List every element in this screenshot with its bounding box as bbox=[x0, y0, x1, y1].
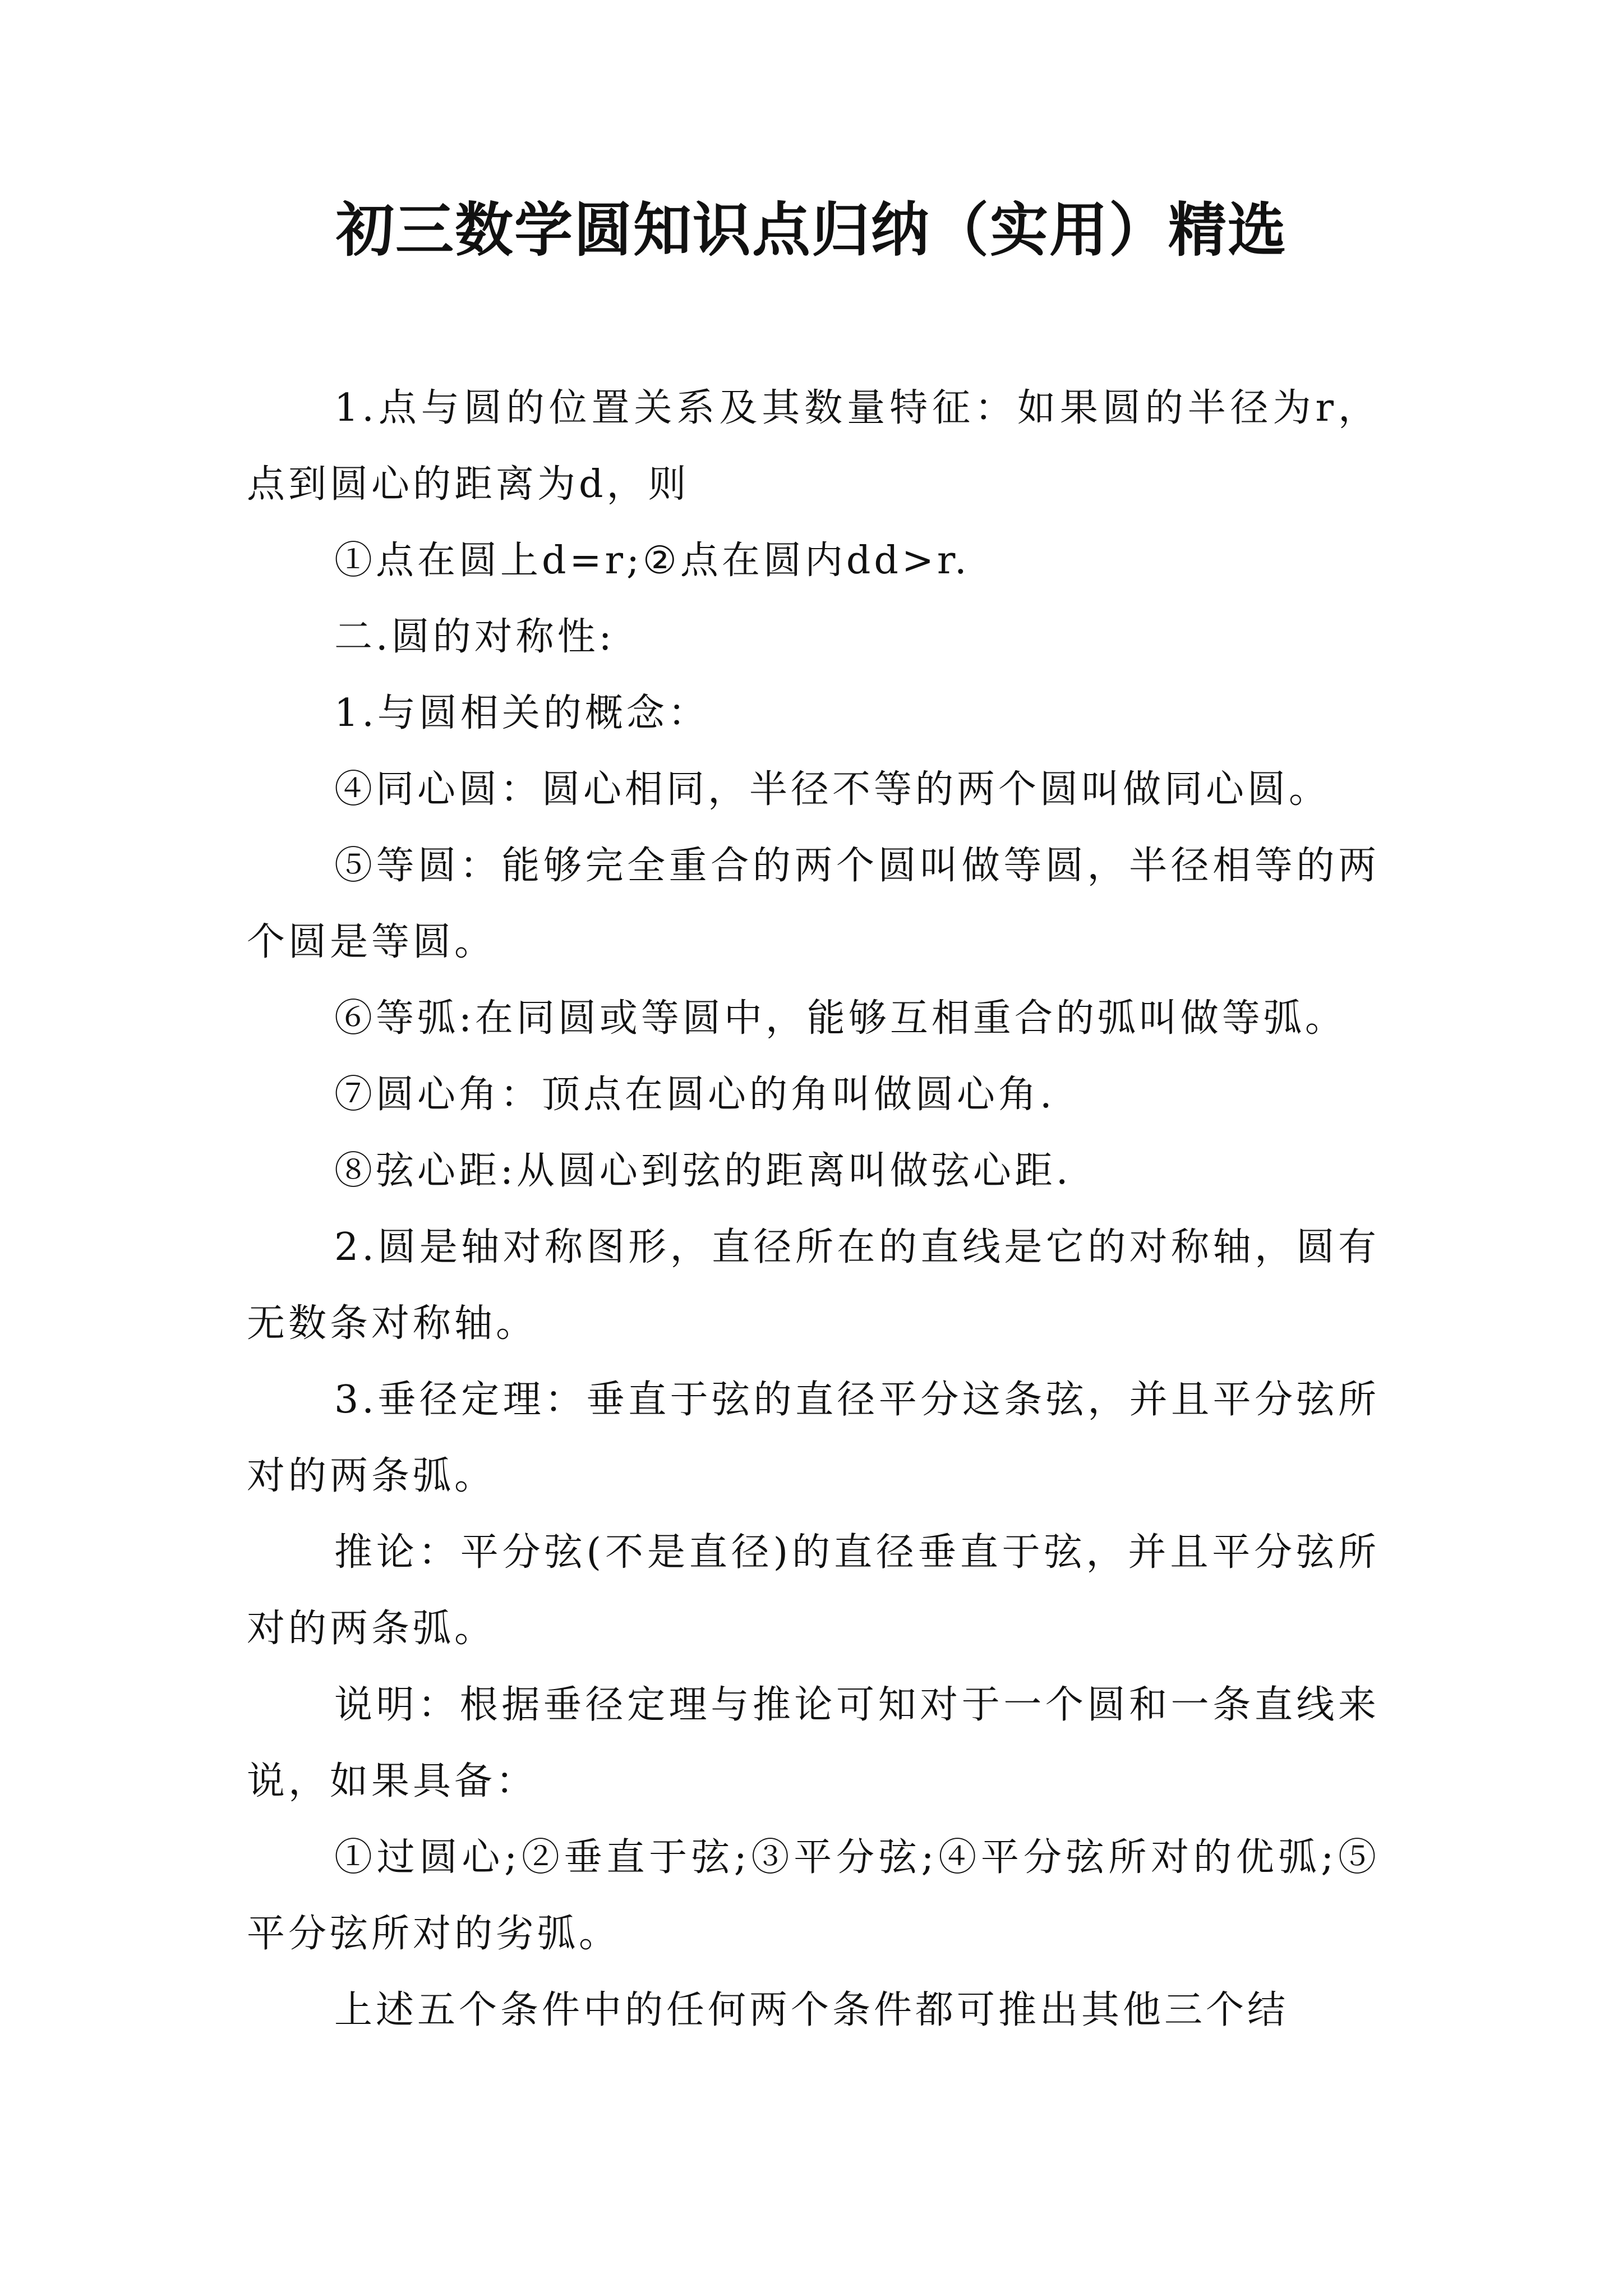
paragraph: 说明：根据垂径定理与推论可知对于一个圆和一条直线来说，如果具备： bbox=[247, 1683, 1380, 1803]
paragraph: 推论：平分弦(不是直径)的直径垂直于弦，并且平分弦所对的两条弧。 bbox=[247, 1530, 1380, 1651]
paragraph: ①过圆心;②垂直于弦;③平分弦;④平分弦所对的优弧;⑤平分弦所对的劣弧。 bbox=[247, 1835, 1380, 1956]
paragraph: ①点在圆上d=r;②点在圆内dd>r. bbox=[334, 539, 970, 583]
section-heading: 二.圆的对称性: bbox=[334, 615, 615, 659]
paragraph: ⑥等弧:在同圆或等圆中，能够互相重合的弧叫做等弧。 bbox=[334, 996, 1347, 1041]
document-body bbox=[247, 370, 1380, 2049]
paragraph: 1.点与圆的位置关系及其数量特征：如果圆的半径为r，点到圆心的距离为d，则 bbox=[247, 386, 1380, 507]
paragraph: 2.圆是轴对称图形，直径所在的直线是它的对称轴，圆有无数条对称轴。 bbox=[247, 1225, 1380, 1346]
paragraph: ⑧弦心距:从圆心到弦的距离叫做弦心距. bbox=[334, 1149, 1072, 1193]
paragraph: 3.垂径定理：垂直于弦的直径平分这条弦，并且平分弦所对的两条弧。 bbox=[247, 1378, 1380, 1498]
document-title: 初三数学圆知识点归纳（实用）精选 bbox=[335, 195, 1287, 264]
paragraph: ⑤等圆：能够完全重合的两个圆叫做等圆，半径相等的两个圆是等圆。 bbox=[247, 844, 1380, 964]
paragraph: ⑦圆心角：顶点在圆心的角叫做圆心角. bbox=[334, 1073, 1055, 1117]
paragraph: 上述五个条件中的任何两个条件都可推出其他三个结 bbox=[334, 1988, 1289, 2032]
paragraph: 1.与圆相关的概念： bbox=[334, 691, 709, 735]
paragraph: ④同心圆：圆心相同，半径不等的两个圆叫做同心圆。 bbox=[334, 767, 1331, 812]
